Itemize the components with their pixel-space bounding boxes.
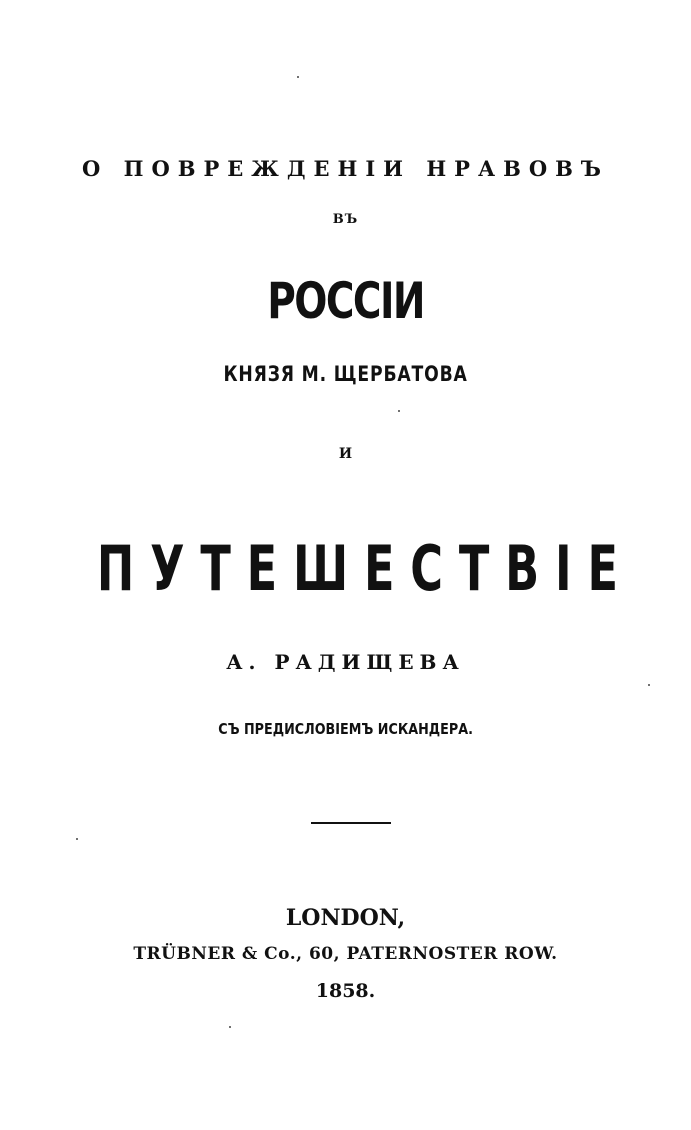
imprint-year: 1858. <box>315 980 376 1002</box>
paper-speck <box>398 410 400 412</box>
author-shcherbatov: КНЯЗЯ М. ЩЕРБАТОВА <box>223 362 468 386</box>
imprint-publisher: TRÜBNER & Co., 60, PATERNOSTER ROW. <box>133 944 558 964</box>
preface-note: СЪ ПРЕДИСЛОВІЕМЪ ИСКАНДЕРА. <box>218 720 473 738</box>
imprint-city: LONDON, <box>285 905 406 931</box>
paper-speck <box>229 1026 231 1028</box>
conjunction-i: И <box>338 446 353 462</box>
paper-speck <box>648 684 650 686</box>
author-radishchev: А. РАДИЩЕВА <box>226 650 465 674</box>
paper-speck <box>297 76 299 78</box>
conjunction-v: ВЪ <box>332 212 359 227</box>
title-russia: РОССІИ <box>267 272 424 330</box>
title-line-corruption-of-morals: О ПОВРЕЖДЕНІИ НРАВОВЪ <box>82 156 609 181</box>
paper-speck <box>76 838 78 840</box>
divider-rule <box>311 822 391 824</box>
title-journey: ПУТЕШЕСТВІЕ <box>96 532 634 605</box>
